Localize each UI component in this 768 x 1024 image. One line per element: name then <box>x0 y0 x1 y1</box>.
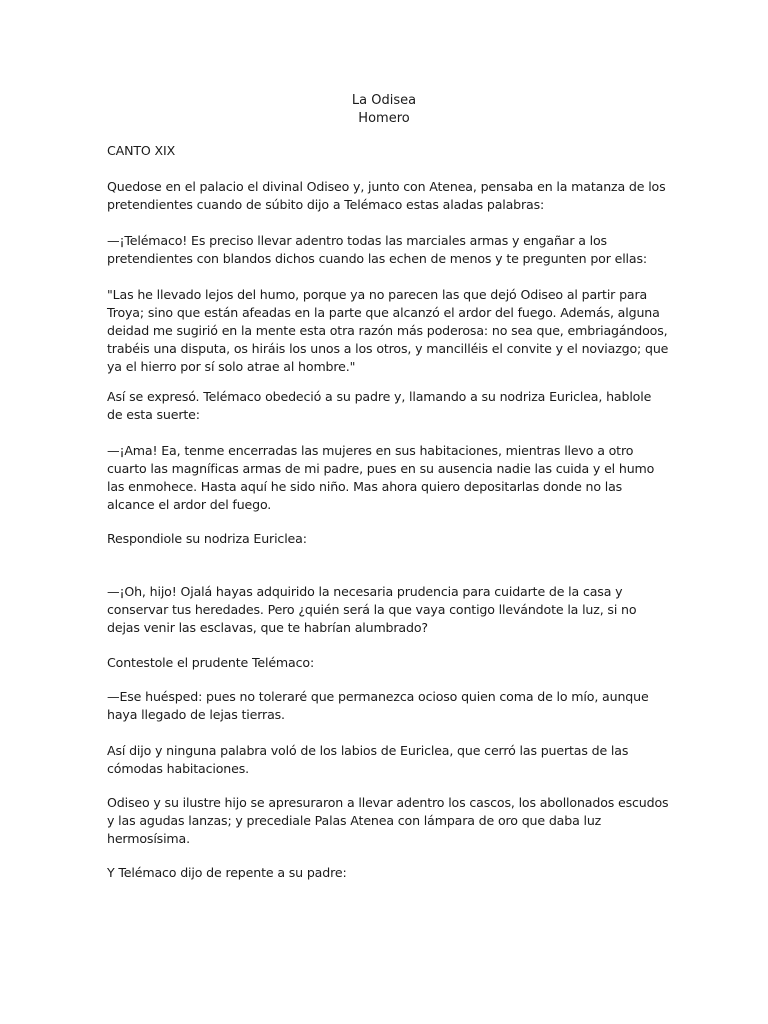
title-block <box>0 92 768 128</box>
paragraph: Odiseo y su ilustre hijo se apresuraron a llevar adentro los cascos, los abollonados escudos y las agudas lanzas; y precediale Palas Atenea con lámpara de oro que daba luz hermosísima. <box>107 795 669 846</box>
paragraph: Y Telémaco dijo de repente a su padre: <box>107 865 347 880</box>
paragraph: —¡Telémaco! Es preciso llevar adentro todas las marciales armas y engañar a los pretendientes con blandos dichos cuando las echen de menos y te pregunten por ellas: <box>107 233 647 266</box>
paragraph: Quedose en el palacio el divinal Odiseo y, junto con Atenea, pensaba en la matanza de los pretendientes cuando de súbito dijo a Telémaco estas aladas palabras: <box>107 179 666 212</box>
paragraph: "Las he llevado lejos del humo, porque ya no parecen las que dejó Odiseo al partir para Troya; sino que están afeadas en la parte que alcanzó el ardor del fuego. Además, alguna deidad me sugirió en la mente esta otra razón más poderosa: no sea que, embriagándoos, trabéis una disputa, os hiráis los unos a los otros, y mancilléis el convite y el noviazgo; que ya el hierro por sí solo atrae al hombre." <box>107 287 669 374</box>
paragraph: —Ese huésped: pues no toleraré que permanezca ocioso quien coma de lo mío, aunque haya llegado de lejas tierras. <box>107 689 649 722</box>
paragraph: —¡Ama! Ea, tenme encerradas las mujeres en sus habitaciones, mientras llevo a otro cuarto las magníficas armas de mi padre, pues en su ausencia nadie las cuida y el humo las enmohece. Hasta aquí he sido niño. Mas ahora quiero depositarlas donde no las alcance el ardor del fuego. <box>107 443 655 512</box>
document-author: Homero <box>358 111 410 126</box>
paragraph: Así se expresó. Telémaco obedeció a su padre y, llamando a su nodriza Euriclea, hablole de esta suerte: <box>107 389 652 422</box>
canto-heading: CANTO XIX <box>107 143 176 158</box>
paragraph: Así dijo y ninguna palabra voló de los labios de Euriclea, que cerró las puertas de las cómodas habitaciones. <box>107 743 629 776</box>
document-title: La Odisea <box>351 93 417 108</box>
paragraph: —¡Oh, hijo! Ojalá hayas adquirido la necesaria prudencia para cuidarte de la casa y conservar tus heredades. Pero ¿quién será la que vaya contigo llevándote la luz, si no dejas venir las esclavas, que te habrían alumbrado? <box>107 584 637 635</box>
paragraph: Respondiole su nodriza Euriclea: <box>107 531 307 546</box>
paragraph: Contestole el prudente Telémaco: <box>107 655 315 670</box>
